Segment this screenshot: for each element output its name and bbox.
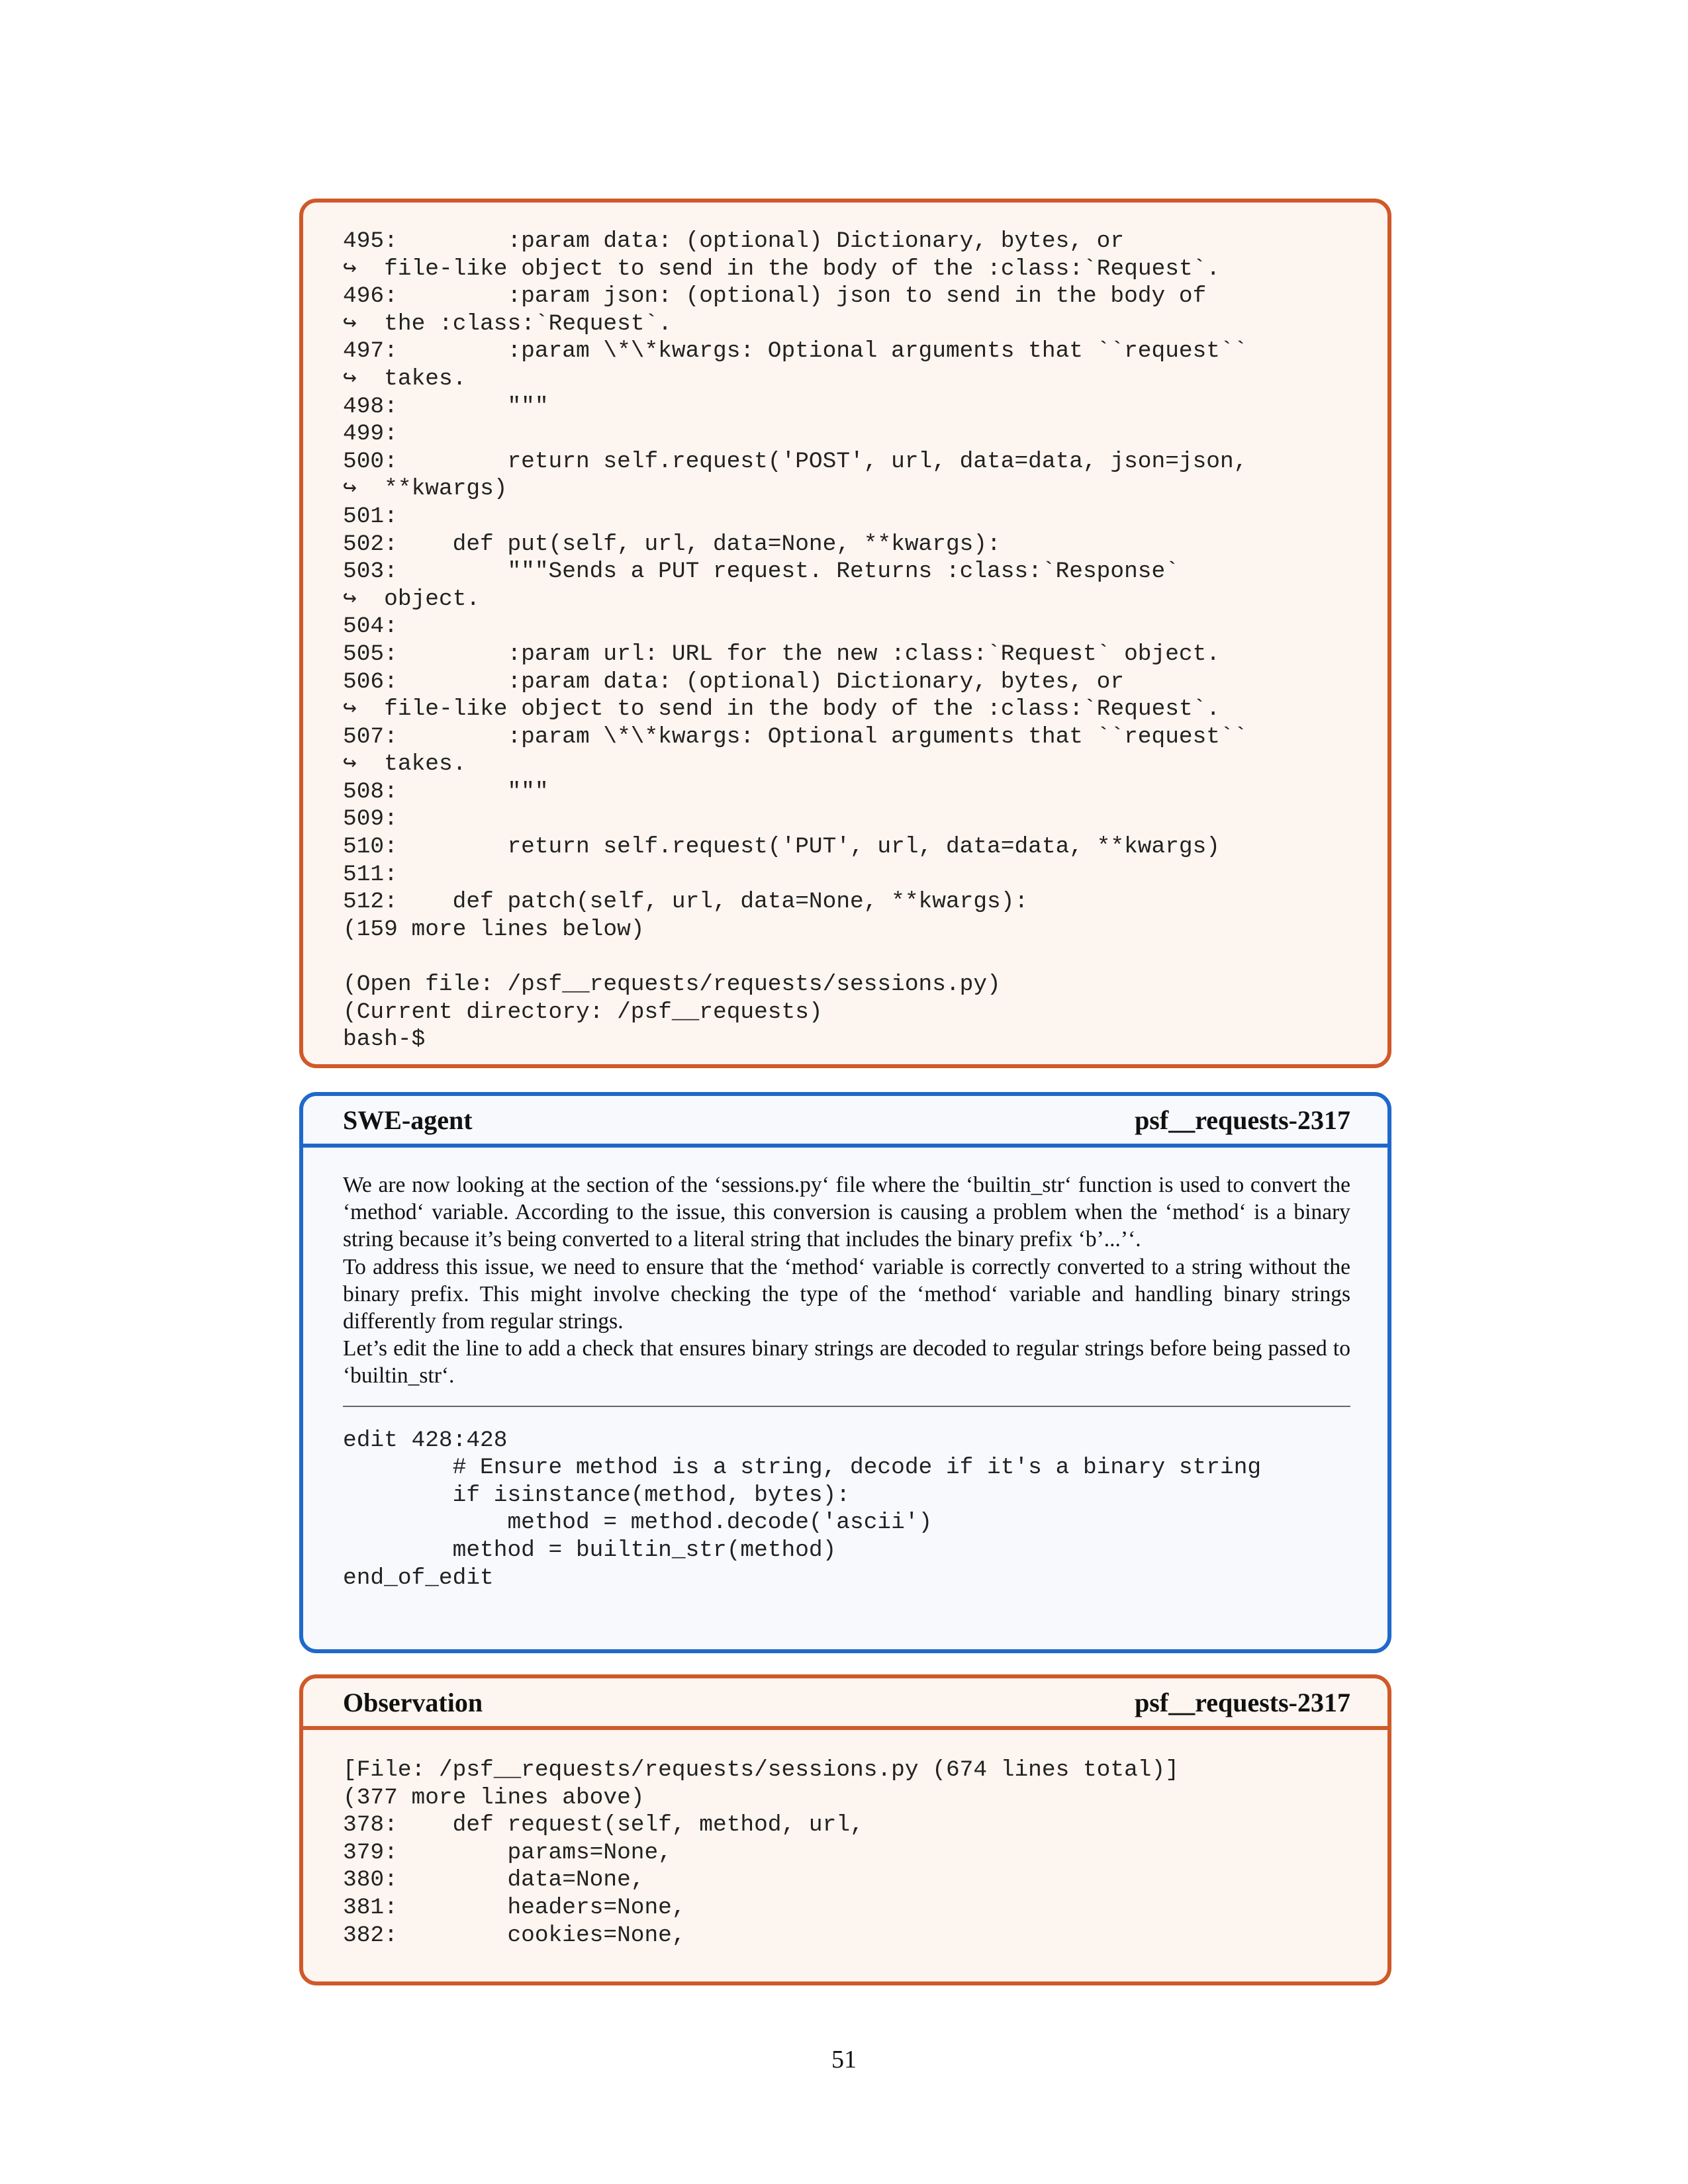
swe-agent-instance-id: psf__requests-2317	[1135, 1105, 1350, 1135]
swe-agent-command: edit 428:428 # Ensure method is a string, decode if it's a binary string if isinstance(method, bytes): method = method.decode('ascii') method = builtin_str(method) end_of_edit	[343, 1427, 1262, 1591]
thought-paragraph: To address this issue, we need to ensure that the ‘method‘ variable is correctly converted to a string without the binary prefix. This might involve checking the type of the ‘method‘ variable and handling binary strings differently from regular strings.	[343, 1254, 1350, 1334]
observation-body	[303, 1730, 1387, 1949]
thought-paragraph: Let’s edit the line to add a check that ensures binary strings are decoded to regular strings before being passed to ‘builtin_str‘.	[343, 1336, 1350, 1388]
observation-code: [File: /psf__requests/requests/sessions.py (674 lines total)] (377 more lines above) 378: def request(self, method, url, 379: params=None, 380: data=None, 381: headers=None, 382: cookies=None,	[343, 1757, 1179, 1948]
observation-header	[303, 1678, 1387, 1730]
observation-continued-box	[299, 199, 1391, 1068]
divider	[343, 1406, 1350, 1407]
observation-title: Observation	[343, 1687, 483, 1717]
swe-agent-box	[299, 1092, 1391, 1653]
observation-instance-id: psf__requests-2317	[1135, 1687, 1350, 1717]
thought-paragraph: We are now looking at the section of the ‘sessions.py‘ file where the ‘builtin_str‘ function is used to convert the ‘method‘ variable. According to the issue, this conversion is causing a problem when the ‘method‘ is a binary string because it’s being converted to a literal string that includes the binary prefix ‘b’...’‘.	[343, 1173, 1350, 1252]
swe-agent-body	[303, 1148, 1387, 1592]
swe-agent-thought	[343, 1171, 1350, 1390]
swe-agent-title: SWE-agent	[343, 1105, 473, 1135]
observation-code: 495: :param data: (optional) Dictionary, bytes, or ↪ file-like object to send in the body of the :class:`Request`. 496: :param json: (optional) json to send in the body of ↪ the :class:`Request`. 497: :param \*\*kwargs: Optional arguments that ``request`` ↪ takes. 498: """ 499: 500: return self.request('POST', url, data=data, json=json, ↪ **kwargs) 501: 502: def put(self, url, data=None, **kwargs): 503: """Sends a PUT request. Returns :class:`Response` ↪ object. 504: 505: :param url: URL for the new :class:`Request` object. 506: :param data: (optional) Dictionary, bytes, or ↪ file-like object to send in the body of the :class:`Request`. 507: :param \*\*kwargs: Optional arguments that ``request`` ↪ takes. 508: """ 509: 510: return self.request('PUT', url, data=data, **kwargs) 511: 512: def patch(self, url, data=None, **kwargs): (159 more lines below) (Open file: /psf__requests/requests/sessions.py) (Current directory: /psf__requests) bash-$	[343, 228, 1248, 1053]
observation-box	[299, 1674, 1391, 1985]
page-number: 51	[831, 2046, 857, 2073]
swe-agent-header	[303, 1096, 1387, 1148]
